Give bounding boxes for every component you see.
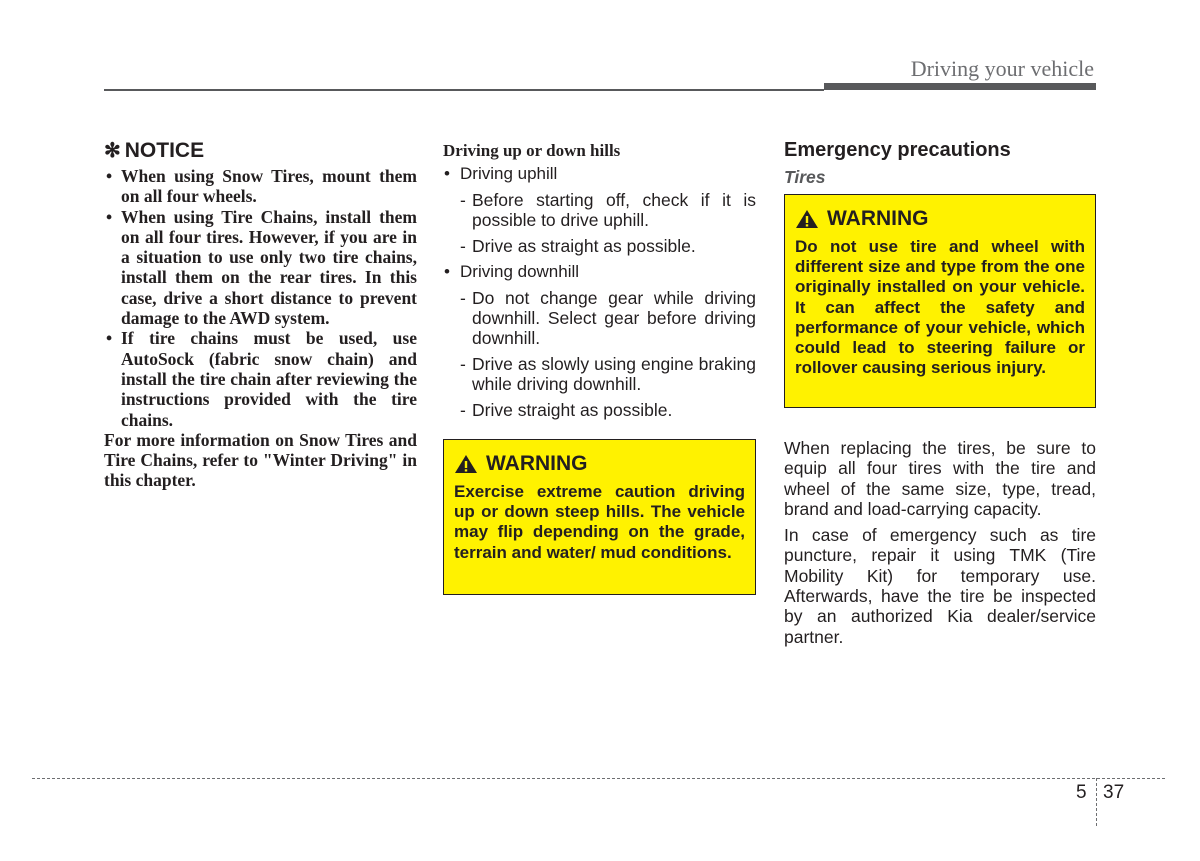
downhill-item-text: Do not change gear while driving downhill. Select gear before driving downhill. xyxy=(472,288,756,348)
warning-title: WARNING xyxy=(827,207,929,230)
body-paragraph: In case of emergency such as tire puncture, repair it using TMK (Tire Mobility Kit) for temporary use. Afterwards, have the tire be inspected by an authorized Kia dealer/service partner. xyxy=(784,525,1096,647)
asterisk-icon: ✻ xyxy=(104,140,121,162)
notice-item: • If tire chains must be used, use AutoSock (fabric snow chain) and install the tire chain after reviewing the instructions provided with the tire chains. xyxy=(104,328,417,429)
footer-rule xyxy=(32,778,1165,779)
hills-section xyxy=(443,138,756,595)
downhill-item-text: Drive as slowly using engine braking while driving downhill. xyxy=(472,354,756,394)
uphill-item: - Before starting off, check if it is possible to drive uphill. xyxy=(460,190,756,230)
notice-heading xyxy=(104,138,417,164)
chapter-number: 5 xyxy=(1076,782,1087,803)
downhill-item: - Drive as slowly using engine braking while driving downhill. xyxy=(460,354,756,394)
uphill-item-text: Before starting off, check if it is possible to drive uphill. xyxy=(472,190,756,230)
hills-warning-box xyxy=(443,439,756,595)
tires-warning-box xyxy=(784,194,1096,408)
emergency-heading: Emergency precautions xyxy=(784,139,1011,161)
header-rule-accent xyxy=(824,83,1096,90)
uphill-item-text: Drive as straight as possible. xyxy=(472,236,696,256)
section-title: Driving your vehicle xyxy=(910,56,1094,81)
downhill-item: - Drive straight as possible. xyxy=(460,400,673,420)
notice-item: • When using Snow Tires, mount them on all four wheels. xyxy=(104,166,417,207)
warning-text: Do not use tire and wheel with different size and type from the one originally installed on your vehicle. It can affect the safety and performance of your vehicle, which could lead to steering failure or rollover causing serious injury. xyxy=(795,237,1085,378)
tires-subheading: Tires xyxy=(784,167,826,187)
footer-divider xyxy=(1096,778,1097,826)
uphill-label: • Driving uphill xyxy=(443,164,756,184)
warning-heading xyxy=(454,452,745,476)
body-paragraph: When replacing the tires, be sure to equip all four tires with the tire and wheel of the same size, type, tread, brand and load-carrying capacity. xyxy=(784,438,1096,519)
warning-text: Exercise extreme caution driving up or down steep hills. The vehicle may flip depending on the grade, terrain and water/ mud conditions. xyxy=(454,482,745,562)
warning-triangle-icon xyxy=(454,454,478,474)
notice-footer: For more information on Snow Tires and Tire Chains, refer to "Winter Driving" in this chapter. xyxy=(104,429,417,491)
downhill-item-text: Drive straight as possible. xyxy=(472,400,673,420)
notice-section xyxy=(104,138,417,491)
hills-heading: Driving up or down hills xyxy=(443,141,621,160)
notice-item: • When using Tire Chains, install them on all four tires. However, if you are in a situation to use only two tire chains, install them on the rear tires. In this case, drive a short distance to prevent damage to the AWD system. xyxy=(104,207,417,329)
warning-triangle-icon xyxy=(795,209,819,229)
warning-title: WARNING xyxy=(486,452,588,475)
uphill-item: - Drive as straight as possible. xyxy=(460,236,696,256)
downhill-label: • Driving downhill xyxy=(443,262,756,282)
notice-list xyxy=(104,166,417,430)
warning-heading xyxy=(795,207,1085,231)
notice-title: NOTICE xyxy=(124,139,205,162)
header-rule xyxy=(104,89,824,91)
page-number: 37 xyxy=(1103,782,1125,803)
downhill-item: - Do not change gear while driving downhill. Select gear before driving downhill. xyxy=(460,288,756,348)
emergency-section xyxy=(784,138,1096,653)
